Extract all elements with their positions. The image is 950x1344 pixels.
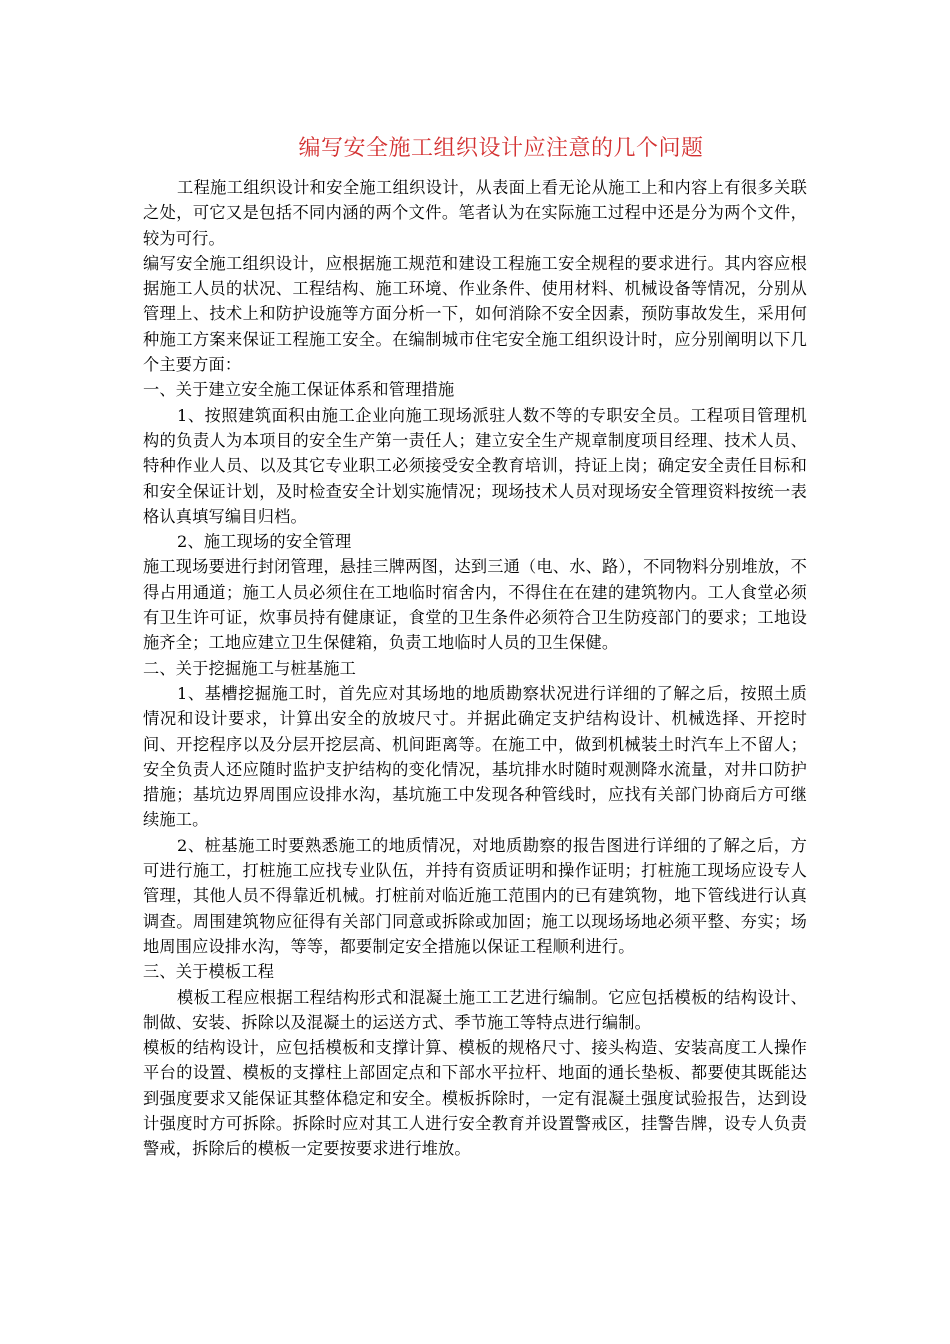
section-1-paragraph-2: 施工现场要进行封闭管理，悬挂三牌两图，达到三通（电、水、路），不同物料分别堆放，不得占用通道；施工人员必须住在工地临时宿舍内，不得住在在建的建筑物内。工人食堂必须有卫生许可证，炊事员持有健康证，食堂的卫生条件必须符合卫生防疫部门的要求；工地设施齐全；工地应建立卫生保健箱，负责工地临时人员的卫生保健。 [143, 557, 807, 653]
section-2-heading: 二、关于挖掘施工与桩基施工 [143, 658, 357, 678]
section-3-paragraph-1: 模板工程应根据工程结构形式和混凝土施工工艺进行编制。它应包括模板的结构设计、制做、安装、拆除以及混凝土的运送方式、季节施工等特点进行编制。 [143, 987, 807, 1032]
section-1-subheading-2: 2、施工现场的安全管理 [177, 532, 352, 552]
section-1-heading: 一、关于建立安全施工保证体系和管理措施 [143, 380, 455, 400]
section-2-paragraph-1: 1、基槽挖掘施工时，首先应对其场地的地质勘察状况进行详细的了解之后，按照土质情况和设计要求，计算出安全的放坡尺寸。并据此确定支护结构设计、机械选择、开挖时间、开挖程序以及分层开挖层高、机间距离等。在施工中，做到机械装土时汽车上不留人；安全负责人还应随时监护支护结构的变化情况，基坑排水时随时观测降水流量，对井口防护措施；基坑边界周围应设排水沟，基坑施工中发现各种管线时，应找有关部门协商后方可继续施工。 [143, 683, 807, 830]
section-3-paragraph-2: 模板的结构设计，应包括模板和支撑计算、模板的规格尺寸、接头构造、安装高度工人操作平台的设置、模板的支撑柱上部固定点和下部水平拉杆、地面的通长垫板、都要使其既能达到强度要求又能保证其整体稳定和安全。模板拆除时，一定有混凝土强度试验报告，达到设计强度时方可拆除。拆除时应对其工人进行安全教育并设置警戒区，挂警告牌，设专人负责警戒，拆除后的模板一定要按要求进行堆放。 [143, 1038, 807, 1159]
section-1-paragraph-1: 1、按照建筑面积由施工企业向施工现场派驻人数不等的专职安全员。工程项目管理机构的负责人为本项目的安全生产第一责任人；建立安全生产规章制度项目经理、技术人员、特种作业人员、以及其它专业职工必须接受安全教育培训，持证上岗；确定安全责任目标和和安全保证计划，及时检查安全计划实施情况；现场技术人员对现场安全管理资料按统一表格认真填写编目归档。 [143, 405, 807, 526]
document-page [143, 132, 807, 1162]
intro-paragraph-1: 工程施工组织设计和安全施工组织设计，从表面上看无论从施工上和内容上有很多关联之处，可它又是包括不同内涵的两个文件。笔者认为在实际施工过程中还是分为两个文件，较为可行。 [143, 178, 807, 248]
section-3-heading: 三、关于模板工程 [143, 962, 275, 982]
section-2-paragraph-2: 2、桩基施工时要熟悉施工的地质情况，对地质勘察的报告图进行详细的了解之后，方可进行施工，打桩施工应找专业队伍，并持有资质证明和操作证明；打桩施工现场应设专人管理，其他人员不得靠近机械。打桩前对临近施工范围内的已有建筑物，地下管线进行认真调查。周围建筑物应征得有关部门同意或拆除或加固；施工以现场场地必须平整、夯实；场地周围应设排水沟，等等，都要制定安全措施以保证工程顺利进行。 [143, 835, 807, 956]
intro-paragraph-2: 编写安全施工组织设计，应根据施工规范和建设工程施工安全规程的要求进行。其内容应根据施工人员的状况、工程结构、施工环境、作业条件、使用材料、机械设备等情况，分别从管理上、技术上和防护设施等方面分析一下，如何消除不安全因素，预防事故发生，采用何种施工方案来保证工程施工安全。在编制城市住宅安全施工组织设计时，应分别阐明以下几个主要方面： [143, 253, 807, 375]
document-title: 编写安全施工组织设计应注意的几个问题 [298, 136, 704, 161]
